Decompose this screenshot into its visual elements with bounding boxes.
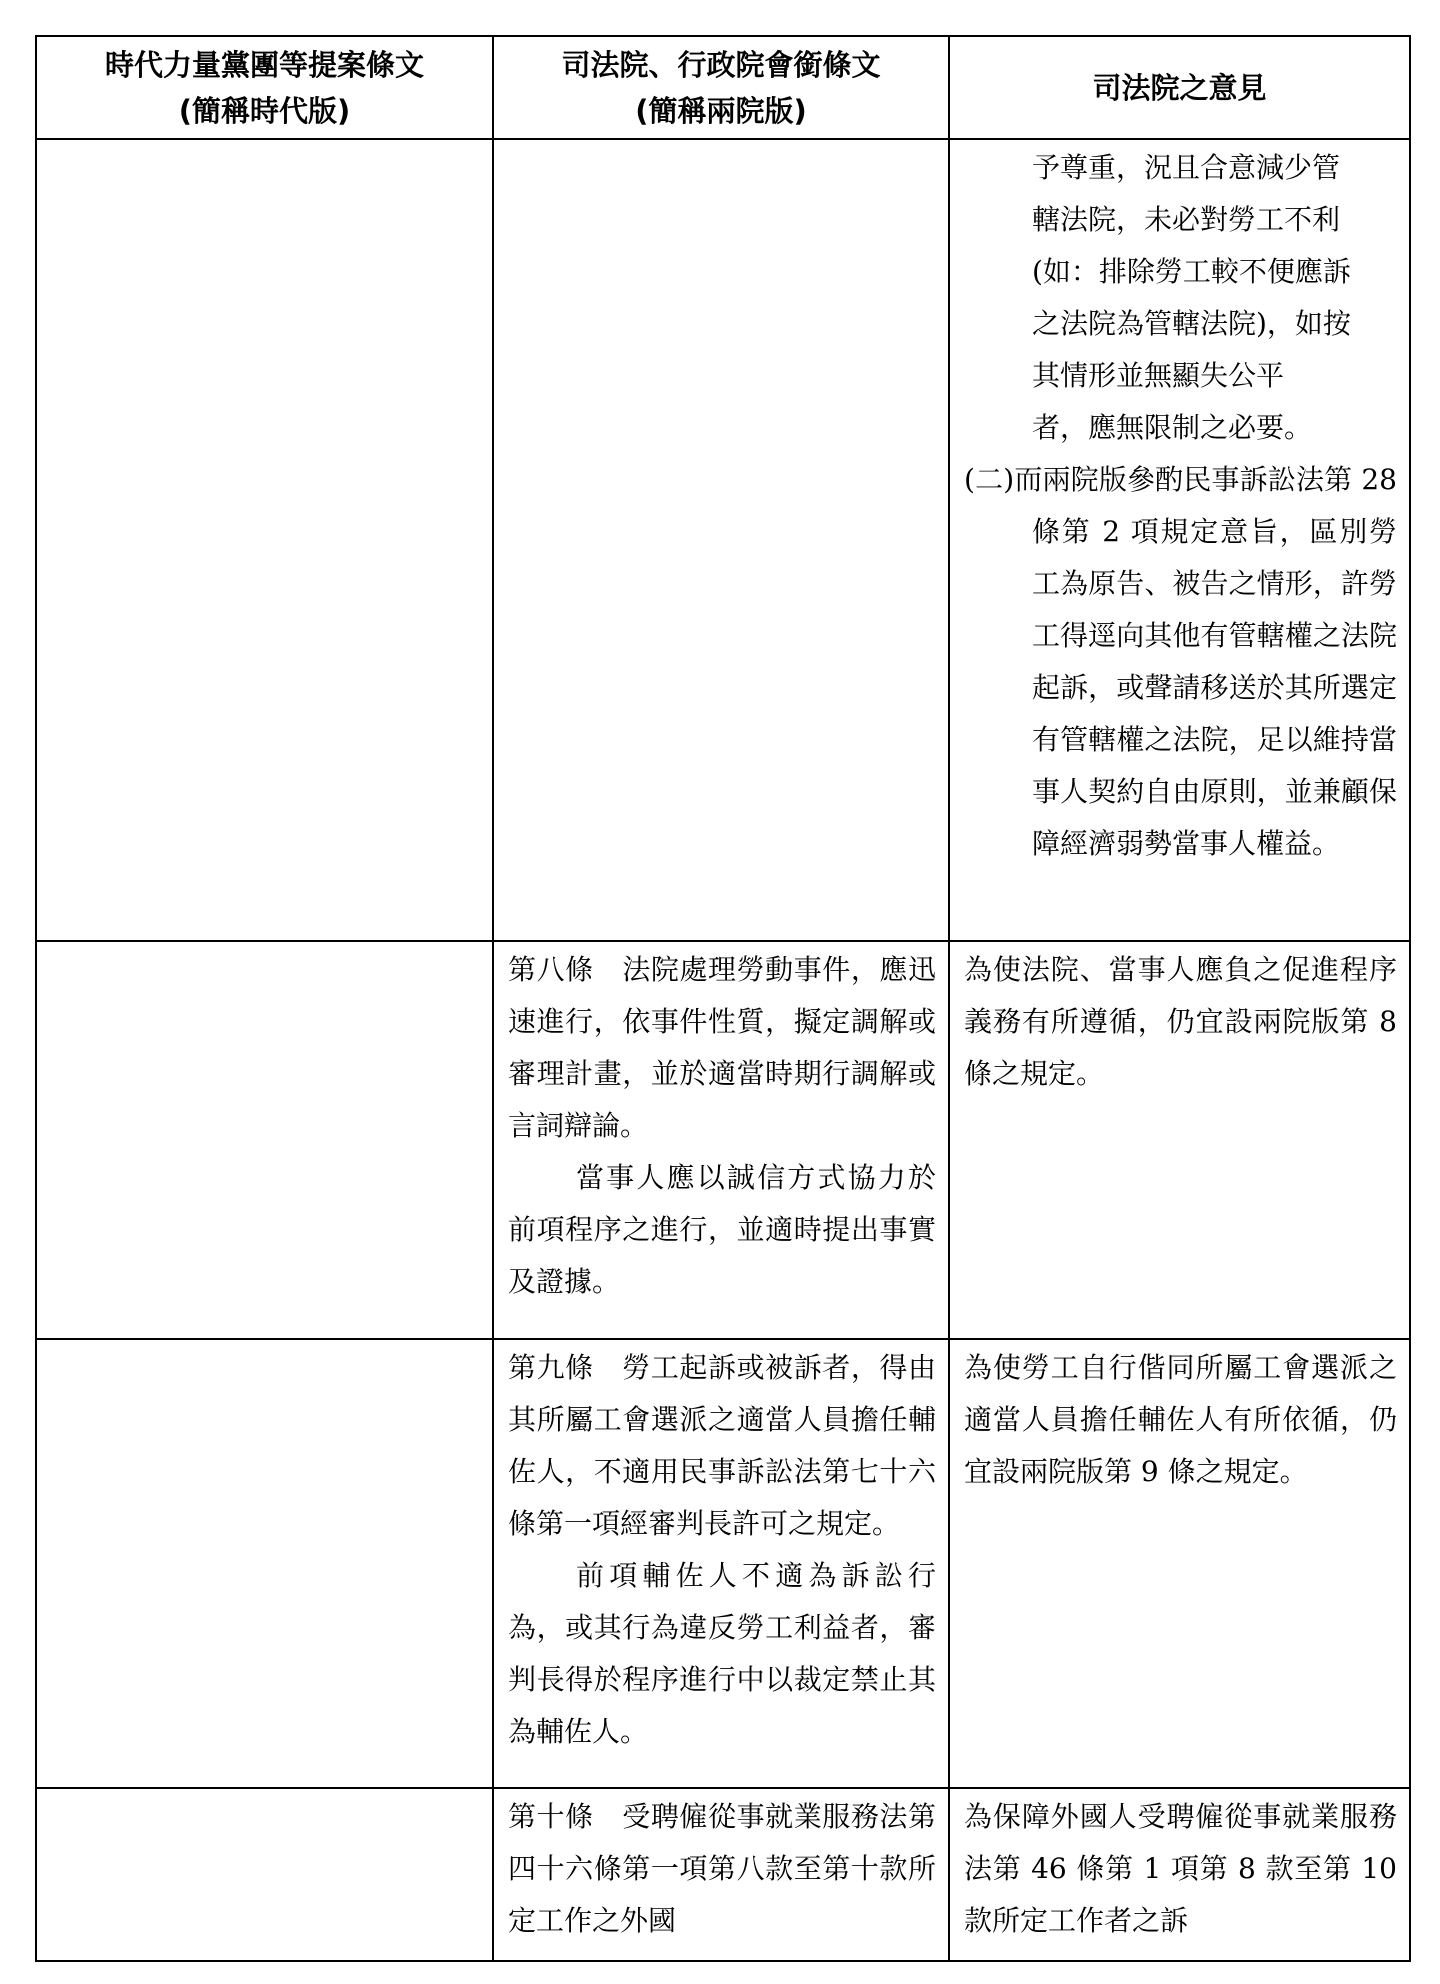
opinion-cell [949, 941, 1410, 1339]
opinion-text [950, 140, 1409, 870]
opinion-line: 予尊重，況且合意減少管 [1032, 151, 1341, 184]
header-two-yuan-version-abbr: (簡稱兩院版) [635, 93, 807, 128]
article-8-text [494, 942, 948, 1308]
time-version-cell [36, 1339, 493, 1788]
table-row [36, 1788, 1410, 1961]
two-yuan-version-cell [493, 1339, 949, 1788]
two-yuan-version-cell [493, 139, 949, 941]
table-row [36, 941, 1410, 1339]
article-8-paragraph-2: 當事人應以誠信方式協力於前項程序之進行，並適時提出事實及證據。 [508, 1161, 936, 1298]
article-10-paragraph-1: 第十條 受聘僱從事就業服務法第四十六條第一項第八款至第十款所定工作之外國 [508, 1800, 936, 1937]
two-yuan-version-cell [493, 941, 949, 1339]
opinion-line: 之法院為管轄法院)，如按 [1032, 307, 1351, 340]
opinion-line: 者，應無限制之必要。 [1032, 411, 1313, 444]
article-9-text [494, 1340, 948, 1758]
article-9-paragraph-1: 第九條 勞工起訴或被訴者，得由其所屬工會選派之適當人員擔任輔佐人，不適用民事訴訟法第七十六條第一項經審判長許可之規定。 [508, 1351, 936, 1540]
opinion-cell [949, 1339, 1410, 1788]
opinion-item-two: (二)而兩院版參酌民事訴訟法第 28 條第 2 項規定意旨，區別勞工為原告、被告之情形，許勞工得逕向其他有管轄權之法院起訴，或聲請移送於其所選定有管轄權之法院，足以維持當事人契約自由原則，並兼顧保障經濟弱勢當事人權益。 [964, 463, 1397, 860]
opinion-continued-item-one [964, 142, 1397, 454]
opinion-line: 其情形並無顯失公平 [1032, 359, 1285, 392]
header-time-version-title: 時代力量黨團等提案條文 [104, 47, 424, 82]
article-10-opinion: 為保障外國人受聘僱從事就業服務法第 46 條第 1 項第 8 款至第 10 款所定工作者之訴 [964, 1800, 1397, 1937]
opinion-line: 轄法院，未必對勞工不利 [1032, 203, 1341, 236]
opinion-line: (如：排除勞工較不便應訴 [1032, 255, 1351, 288]
opinion-cell [949, 139, 1410, 941]
table-row [36, 1339, 1410, 1788]
header-row [36, 36, 1410, 139]
time-version-cell [36, 139, 493, 941]
article-9-paragraph-2: 前項輔佐人不適為訴訟行為，或其行為違反勞工利益者，審判長得於程序進行中以裁定禁止其為輔佐人。 [508, 1559, 936, 1748]
header-two-yuan-version [493, 36, 949, 139]
header-judicial-opinion [949, 36, 1410, 139]
article-8-opinion: 為使法院、當事人應負之促進程序義務有所遵循，仍宜設兩院版第 8 條之規定。 [964, 953, 1397, 1090]
two-yuan-version-cell [493, 1788, 949, 1961]
header-two-yuan-version-title: 司法院、行政院會銜條文 [561, 47, 881, 82]
article-10-text [494, 1789, 948, 1947]
article-8-paragraph-1: 第八條 法院處理勞動事件，應迅速進行，依事件性質，擬定調解或審理計畫，並於適當時期行調解或言詞辯論。 [508, 953, 936, 1142]
article-9-opinion: 為使勞工自行偕同所屬工會選派之適當人員擔任輔佐人有所依循，仍宜設兩院版第 9 條之規定。 [964, 1351, 1397, 1488]
header-time-version [36, 36, 493, 139]
comparison-table [35, 35, 1411, 1962]
time-version-cell [36, 1788, 493, 1961]
time-version-cell [36, 941, 493, 1339]
table-row [36, 139, 1410, 941]
opinion-cell [949, 1788, 1410, 1961]
header-judicial-opinion-title: 司法院之意見 [1092, 70, 1267, 105]
header-time-version-abbr: (簡稱時代版) [178, 93, 351, 128]
